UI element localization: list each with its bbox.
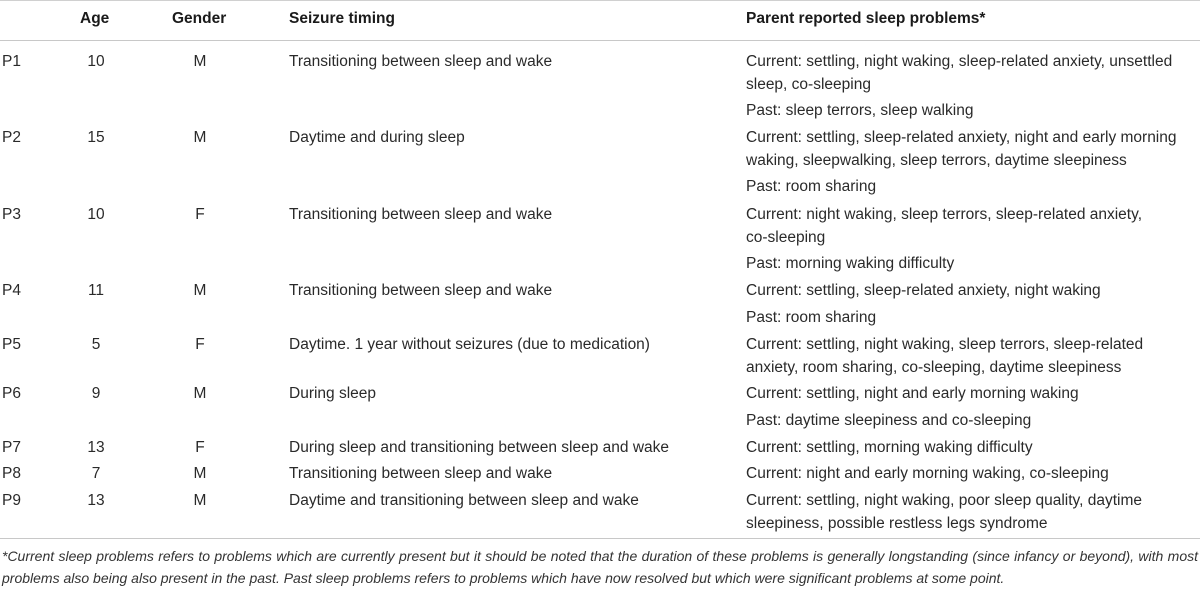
row-age: 10 [87,53,105,70]
row-id: P8 [2,465,21,482]
row-sleep-line: Current: settling, sleep-related anxiety, night and early morning [746,129,1177,146]
row-seizure-timing: Transitioning between sleep and wake [289,53,553,70]
row-sleep-line: Current: settling, night waking, sleep-related anxiety, unsettled [746,53,1173,70]
row-age: 10 [87,206,105,223]
row-sleep-line: Current: settling, night and early morning waking [746,385,1079,402]
row-seizure-timing: Transitioning between sleep and wake [289,282,553,299]
row-seizure-timing: Transitioning between sleep and wake [289,206,553,223]
row-gender: F [195,439,205,456]
row-sleep-line: Past: sleep terrors, sleep walking [746,102,974,119]
row-seizure-timing: During sleep [289,385,377,402]
row-id: P5 [2,336,21,353]
row-id: P3 [2,206,21,223]
row-seizure-timing: Daytime and during sleep [289,129,465,146]
row-id: P1 [2,53,21,70]
row-sleep-line: Current: night waking, sleep terrors, sleep-related anxiety, [746,206,1143,223]
row-id: P6 [2,385,21,402]
row-sleep-line: Past: room sharing [746,309,877,326]
header-age: Age [80,10,110,27]
row-sleep-line: Current: settling, morning waking difficulty [746,439,1033,456]
row-sleep-line: Past: morning waking difficulty [746,255,955,272]
header-sleep-problems: Parent reported sleep problems* [746,10,986,27]
table-bottom-rule [0,538,1200,539]
row-sleep-line: waking, sleepwalking, sleep terrors, daytime sleepiness [746,152,1127,169]
row-seizure-timing: Daytime and transitioning between sleep and wake [289,492,639,509]
row-sleep-line: sleepiness, possible restless legs syndrome [746,515,1048,532]
row-id: P7 [2,439,21,456]
row-gender: F [195,206,205,223]
row-sleep-line: Past: daytime sleepiness and co-sleeping [746,412,1032,429]
row-id: P9 [2,492,21,509]
row-seizure-timing: Daytime. 1 year without seizures (due to medication) [289,336,650,353]
row-gender: M [193,385,207,402]
row-gender: F [195,336,205,353]
header-rule [0,40,1200,41]
row-gender: M [193,53,207,70]
row-seizure-timing: During sleep and transitioning between sleep and wake [289,439,669,456]
header-gender: Gender [172,10,227,27]
row-age: 15 [87,129,105,146]
row-gender: M [193,129,207,146]
row-age: 9 [91,385,101,402]
row-sleep-line: Current: settling, sleep-related anxiety, night waking [746,282,1101,299]
row-id: P2 [2,129,21,146]
row-sleep-line: co-sleeping [746,229,826,246]
row-sleep-line: Current: settling, night waking, poor sleep quality, daytime [746,492,1143,509]
row-id: P4 [2,282,21,299]
row-sleep-line: Current: night and early morning waking, co-sleeping [746,465,1109,482]
row-gender: M [193,492,207,509]
row-age: 7 [91,465,101,482]
table-top-rule [0,0,1200,1]
table-footnote: *Current sleep problems refers to problems which are currently present but it should be noted that the duration of these problems is generally longstanding (since infancy or beyond), with most problems also being also present in the past. Past sleep problems refers to problems which have now resolved but which were significant problems at some point. [2,548,1198,586]
row-sleep-line: anxiety, room sharing, co-sleeping, daytime sleepiness [746,359,1122,376]
row-age: 11 [87,282,105,299]
row-sleep-line: sleep, co-sleeping [746,76,871,93]
row-gender: M [193,465,207,482]
row-sleep-line: Past: room sharing [746,178,877,195]
row-age: 13 [87,439,105,456]
row-age: 13 [87,492,105,509]
row-gender: M [193,282,207,299]
row-age: 5 [91,336,101,353]
header-seizure-timing: Seizure timing [289,10,395,27]
row-seizure-timing: Transitioning between sleep and wake [289,465,553,482]
row-sleep-line: Current: settling, night waking, sleep terrors, sleep-related [746,336,1144,353]
